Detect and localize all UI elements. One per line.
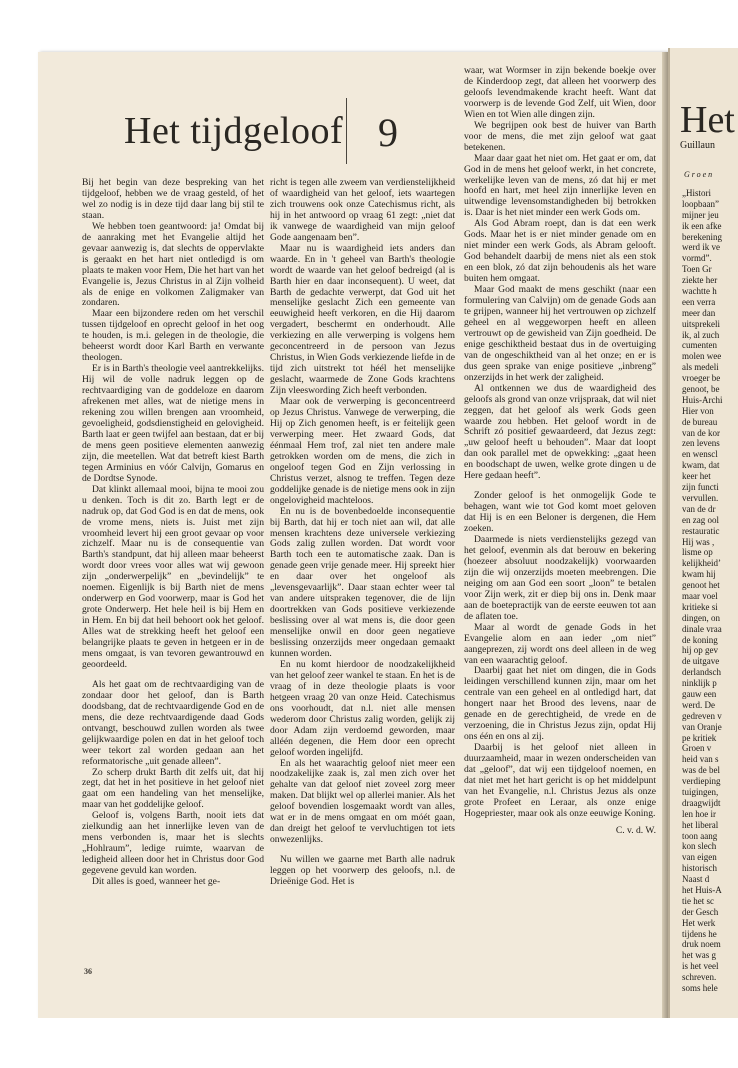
- adjacent-page-line: van eigen: [682, 852, 717, 863]
- adjacent-page-line: genoot, be: [682, 384, 720, 395]
- adjacent-page-line: genoot het: [682, 580, 720, 591]
- adjacent-page-line: gedreven v: [682, 710, 722, 721]
- adjacent-page-line: Toen Gr: [682, 264, 712, 275]
- paragraph: En als het waarachtig geloof niet meer een noodzakelijke zaak is, zal men zich over het gehalte van dat geloof niet zoveel zorg meer maken. Dat blijkt wel op allerlei manier. Als het geloof bovendien losgemaakt wordt van alles, wat er in de mens omgaat en om móét gaan, dan dreigt het geloof te vervluchtigen tot iets onwezenlijks.: [270, 757, 455, 846]
- adjacent-page-line: draagwijdt: [682, 797, 721, 808]
- text-column-3: [464, 66, 656, 966]
- page-number: 36: [84, 967, 92, 976]
- adjacent-page-line: loopbaan”: [682, 198, 719, 209]
- paragraph: Bij het begin van deze bespreking van het tijdgeloof, hebben we de vraag gesteld, of het wel zo nodig is in deze tijd daar lang bij stil te staan.: [82, 178, 264, 221]
- adjacent-page-title: Het: [680, 99, 735, 141]
- adjacent-page-line: mijner jeu: [682, 209, 719, 220]
- paragraph: Maar daar gaat het niet om. Het gaat er om, dat God in de mens het geloof werkt, in het concrete, werkelijke leven van de mens, zó dat hij er met hoofd en hart, met heel zijn innerlijke leven en uitwendige levensomstandigheden bij betrokken is. Daar is het niet minder een werk Gods om.: [464, 152, 656, 219]
- paragraph: Zonder geloof is het onmogelijk Gode te behagen, want wie tot God komt moet geloven dat Hij is en een Beloner is dergenen, die Hem zoeken.: [464, 490, 656, 535]
- adjacent-page-line: ninklijk p: [682, 678, 717, 689]
- paragraph: Er is in Barth's theologie veel aantrekkelijks. Hij wil de volle nadruk leggen op de rechtvaardiging van de goddeloze en daarom afrekenen met alles, wat de nietige mens in rekening zou willen brengen aan vroomheid, gevoeligheid, godsdienstigheid en gelovigheid. Barth laat er geen twijfel aan bestaan, dat er bij de mens geen positieve elementen aanwezig zijn, die meetellen. Wat dat betreft kiest Barth tegen Arminius en vóór Calvijn, Gomarus en de Dordtse Synode.: [82, 363, 264, 484]
- text-column-1: [82, 178, 264, 968]
- adjacent-page-line: hij op gev: [682, 645, 718, 656]
- paragraph: En nu komt hierdoor de noodzakelijkheid van het geloof zeer wankel te staan. En het is de vraag of in deze theologie plaats is voor hetgeen vraag 20 van onze Heid. Catechismus ons voorhoudt, dat n.l. niet alle mensen wederom door Christus zalig worden, gelijk zij door Adam zijn verdoemd geworden, maar alléén degenen, die Hem door een oprecht geloof worden ingelijfd.: [270, 658, 455, 758]
- paragraph: richt is tegen alle zweem van verdienstelijkheid of waardigheid van het geloof, iets waartegen zich trouwens ook onze Catechismus richt, als hij in het antwoord op vraag 61 zegt: „niet dat ik vanwege de waardigheid van mijn geloof Gode aangenaam ben”.: [270, 178, 455, 243]
- adjacent-page-line: restauratic: [682, 525, 720, 536]
- adjacent-page-line: derlandsch: [682, 667, 721, 678]
- adjacent-page-line: tuigingen,: [682, 786, 719, 797]
- adjacent-page-line: schreven.: [682, 972, 717, 983]
- adjacent-page-line: een verra: [682, 296, 716, 307]
- adjacent-page-line: Hier von: [682, 405, 714, 416]
- adjacent-page-line: vroeger be: [682, 373, 721, 384]
- adjacent-page-line: het was g: [682, 950, 716, 961]
- adjacent-page-line: Hij was ,: [682, 536, 715, 547]
- paragraph: Maar een bijzondere reden om het verschil tussen tijdgeloof en oprecht geloof in het oog te houden, is m.i. gelegen in de theologie, die beheerst wordt door Karl Barth en verwante theologen.: [82, 308, 264, 364]
- paragraph: Daarbij gaat het niet om dingen, die in Gods leidingen verschillend kunnen zijn, maar om het centrale van een geheel en al ontledigd hart, dat hongert naar het Brood des levens, naar de genade en de gerechtigheid, de vrede en de verzoening, die in Christus Jezus zijn, opdat Hij ons één en ons al zij.: [464, 665, 656, 743]
- adjacent-page-text: [682, 188, 738, 994]
- adjacent-page-line: ik, al zuch: [682, 329, 720, 340]
- paragraph: Maar ook de verwerping is geconcentreerd op Jezus Christus. Vanwege de verwerping, die Hij op Zich genomen heeft, is er feitelijk geen verwerping meer. Het zwaard Gods, dat éénmaal Hem trof, zal niet ten andere male getrokken worden om de mens, die zich in ongeloof tegen God en Zijn verlossing in Christus verzet, alsnog te treffen. Tegen deze goddelijke genade is de nietige mens ook in zijn ongelovigheid machteloos.: [270, 396, 455, 506]
- adjacent-page-line: de bureau: [682, 416, 718, 427]
- adjacent-page-line: Groen v: [682, 743, 712, 754]
- adjacent-page-line: uitsprekeli: [682, 318, 720, 329]
- paragraph: Maar al wordt de genade Gods in het Evangelie alom en aan ieder „om niet” aangeprezen, zij wordt ons deel alleen in de weg van een waarachtig geloof.: [464, 621, 656, 666]
- adjacent-page: [668, 48, 738, 1018]
- text-column-2: [270, 178, 455, 968]
- paragraph: Maar God maakt de mens geschikt (naar een formulering van Calvijn) om de genade Gods aan te grijpen, wanneer hij het vertrouwen op zichzelf geheel en al weggeworpen heeft en alleen vertrouwt op de gewisheid van Zijn goedheid. De enige geschiktheid bestaat dus in de overtuiging van de ongeschiktheid van al het onze; en er is dus geen sprake van enige positieve „inbreng” onzerzijds in het werk der zaligheid.: [464, 284, 656, 383]
- adjacent-page-line: was de bel: [682, 765, 720, 776]
- adjacent-page-line: werd. De: [682, 699, 715, 710]
- adjacent-page-line: van de kor: [682, 427, 720, 438]
- adjacent-page-line: Huis-Archi: [682, 394, 723, 405]
- adjacent-page-line: en wenscl: [682, 449, 718, 460]
- paragraph: Dit alles is goed, wanneer het ge-: [92, 876, 221, 888]
- adjacent-page-line: kwam hij: [682, 569, 716, 580]
- adjacent-page-line: „Histori: [682, 188, 711, 198]
- paragraph: waar, wat Wormser in zijn bekende boekje over de Kinderdoop zegt, dat alleen het voorwerp des geloofs levendmakende kracht heeft. Want dat voorwerp is de levende God Zelf, uit Wien, door Wien en tot Wien alle dingen zijn.: [464, 66, 656, 120]
- paragraph: Nu willen we gaarne met Barth alle nadruk leggen op het voorwerp des geloofs, n.l. de Drieënige God. Het is: [270, 854, 455, 888]
- adjacent-page-line: van de dr: [682, 503, 716, 514]
- adjacent-page-line: zen levens: [682, 438, 720, 449]
- adjacent-page-line: meer dan: [682, 307, 716, 318]
- adjacent-page-line: dingen, on: [682, 612, 720, 623]
- adjacent-page-line: tie het sc: [682, 895, 714, 906]
- adjacent-page-line: vormd”.: [682, 253, 712, 264]
- adjacent-page-line: en zag ool: [682, 514, 719, 525]
- adjacent-page-line: van Oranje: [682, 721, 722, 732]
- adjacent-page-line: pe kritiek: [682, 732, 717, 743]
- adjacent-page-line: tijdens he: [682, 928, 717, 939]
- paragraph: Daarbij is het geloof niet alleen in duurzaamheid, maar in wezen onderscheiden van dat „geloof”, dat wij een tijdgeloof noemen, en dat niet met het hart gericht is op het middelpunt van het Evangelie, n.l. Christus Jezus als onze grote Profeet en Leraar, als onze enige Hogepriester, maar ook als onze eeuwige Koning.: [464, 742, 656, 819]
- adjacent-page-author: Guillaun: [680, 140, 715, 151]
- adjacent-page-line: verdieping: [682, 776, 721, 787]
- paragraph: En nu is de bovenbedoelde inconsequentie bij Barth, dat hij er toch niet aan wil, dat alle mensen krachtens deze universele verkiezing Gods zalig zullen worden. Dat wordt voor Barth toch een te automatische zaak. Dan is genade geen vrije genade meer. Hij spreekt hier en daar over het ongeloof als „levensgevaarlijk”. Daar staan echter weer tal van andere uitspraken tegenover, die de lijn doortrekken van Gods positieve verkiezende beslissing over al wat mens is, die door geen menselijke onwil en door geen negatieve beslissing onzerzijds meer ongedaan gemaakt kunnen worden.: [270, 505, 455, 659]
- adjacent-page-line: gauw een: [682, 688, 717, 699]
- title-divider: [346, 98, 347, 164]
- paragraph: We begrijpen ook best de huiver van Barth voor de mens, die met zijn geloof wat gaat betekenen.: [464, 119, 656, 153]
- paragraph: Als het gaat om de rechtvaardiging van de zondaar door het geloof, dan is Barth doodsbang, dat de rechtvaardigende God en de mens, die deze rechtvaardigende daad Gods ontvangt, beschouwd zullen worden als twee gelijkwaardige polen en dat in het geloof toch weer tekort zal worden gedaan aan het reformatorische „uit genade alleen”.: [82, 678, 264, 767]
- adjacent-page-line: lisme op: [682, 547, 713, 558]
- adjacent-page-line: len hoe ir: [682, 808, 716, 819]
- adjacent-page-line: wachtte h: [682, 286, 717, 297]
- adjacent-page-line: het liberal: [682, 819, 719, 830]
- adjacent-page-line: vervullen.: [682, 492, 719, 503]
- paragraph: Al ontkennen we dus de waardigheid des geloofs als grond van onze vrijspraak, dat wil niet zeggen, dat het geloof als werk Gods geen waarde zou hebben. Het geloof wordt in de Schrift zó positief gewaardeerd, dat Jezus zegt: „uw geloof heeft u behouden”. Maar dat loopt dan ook parallel met de opwekking: „gaat heen en boodschapt de uwen, welke grote dingen u de Here gedaan heeft”.: [464, 382, 656, 482]
- adjacent-page-line: heid van s: [682, 754, 719, 765]
- scan-margin-top: [0, 0, 738, 52]
- paragraph: We hebben toen geantwoord: ja! Omdat bij de aanraking met het Evangelie altijd het gevaar aanwezig is, dat slechts de oppervlakte is geraakt en het hart niet ontledigd is om plaats te maken voor Hem, Die het hart van het Evangelie is, Jezus Christus in al Zijn volheid als de enige en volkomen Zaligmaker van zondaren.: [82, 220, 264, 309]
- article-title: Het tijdgeloof: [124, 110, 344, 152]
- adjacent-page-line: der Gesch: [682, 906, 719, 917]
- author-signature: C. v. d. W.: [615, 824, 656, 836]
- adjacent-page-line: kelijkheid’: [682, 558, 721, 569]
- magazine-page: [38, 52, 670, 1018]
- article-number: 9: [378, 110, 398, 155]
- adjacent-page-line: kritieke si: [682, 601, 718, 612]
- paragraph: Maar nu is waardigheid iets anders dan waarde. En in 't geheel van Barth's theologie wordt de waarde van het geloof bedreigd (al is Barth hier en daar inconsequent). U weet, dat Barth de gedachte verwerpt, dat God uit het menselijke geslacht Zich een gemeente van eeuwigheid heeft verkoren, en die Hij daarom vergadert, beschermt en onderhoudt. Alle verkiezing en alle verwerping is volgens hem geconcentreerd in de persoon van Jezus Christus, in Wien Gods verkiezende liefde in de tijd zich uitstrekt tot héél het menselijke geslacht, waarmede de Zone Gods krachtens Zijn vleeswording Zich heeft verbonden.: [270, 242, 455, 397]
- adjacent-page-line: druk noem: [682, 939, 721, 950]
- adjacent-page-line: maar voel: [682, 590, 718, 601]
- adjacent-page-line: ziekte her: [682, 275, 718, 286]
- paragraph: Daarmede is niets verdienstelijks gezegd van het geloof, evenmin als dat berouw en bekering (hoezeer absoluut noodzakelijk) voorwaarden zijn die wij onzerzijds moeten meebrengen. Die neiging om aan God een soort „loon” te betalen voor Zijn werk, zit er diep bij ons in. Denk maar aan de boetepractijk van de eerste eeuwen tot aan de aflaten toe.: [464, 534, 656, 622]
- adjacent-page-line: kwam, dat: [682, 460, 720, 471]
- adjacent-page-line: dinale vraa: [682, 623, 722, 634]
- adjacent-page-line: toon aang: [682, 830, 718, 841]
- adjacent-page-line: de koning: [682, 634, 718, 645]
- adjacent-page-line: berekening: [682, 231, 722, 242]
- adjacent-page-line: molen wee: [682, 351, 722, 362]
- adjacent-page-line: werd ik ve: [682, 242, 720, 253]
- adjacent-page-line: zijn functi: [682, 482, 719, 493]
- adjacent-page-line: cumenten: [682, 340, 717, 351]
- adjacent-page-line: historisch: [682, 863, 717, 874]
- adjacent-page-line: de uitgave: [682, 656, 720, 667]
- adjacent-page-line: ik een afke: [682, 220, 722, 231]
- adjacent-page-line: soms hele: [682, 983, 718, 994]
- adjacent-page-line: Naast d: [682, 874, 710, 885]
- scan-margin-bottom: [0, 1018, 738, 1068]
- adjacent-page-line: het Huis-A: [682, 885, 722, 895]
- adjacent-page-line: als medeli: [682, 362, 719, 373]
- paragraph: Zo scherp drukt Barth dit zelfs uit, dat hij zegt, dat het in het positieve in het geloof niet gaat om een handeling van het menselijke, maar van het goddelijke geloof.: [82, 766, 264, 811]
- paragraph: Als God Abram roept, dan is dat een werk Gods. Maar het is er niet minder genade om en niet minder een werk Gods, als Abram gelooft. God behandelt daarbij de mens niet als een stok en een blok, zó dat zijn behoudenis als het ware buiten hem omgaat.: [464, 218, 656, 285]
- adjacent-page-kicker: Groen: [684, 170, 715, 179]
- adjacent-page-line: Het werk: [682, 917, 716, 928]
- paragraph: Dat klinkt allemaal mooi, bijna te mooi zou u denken. Toch is dit zo. Barth legt er de nadruk op, dat God God is en dat de mens, ook de vrome mens, niets is. Juist met zijn vroomheid levert hij een groot gevaar op voor zichzelf. Maar nu is de consequentie van Barth's standpunt, dat hij alleen maar beheerst wordt door vrees voor alles wat wij gewoon zijn „onderwerpelijk” en „bevindelijk” te noemen. Eigenlijk is bij Barth niet de mens onderwerp en God voorwerp, maar is God het grote Onderwerp. Het hele heil is bij Hem en in Hem. En bij dat heil behoort ook het geloof. Alles wat de strekking heeft het geloof een belangrijke plaats te geven in hetgeen er in de mens omgaat, is van tevoren gewantrouwd en geoordeeld.: [82, 483, 264, 670]
- adjacent-page-line: is het veel: [682, 961, 719, 972]
- adjacent-page-line: kon slech: [682, 841, 717, 852]
- adjacent-page-line: keer het: [682, 471, 711, 482]
- paragraph: Geloof is, volgens Barth, nooit iets dat zielkundig aan het innerlijke leven van de mens verbonden is, maar het is slechts „Hohlraum”, ledige ruimte, waarvan de ledigheid alleen door het in Christus door God gegevene gevuld kan worden.: [82, 810, 264, 877]
